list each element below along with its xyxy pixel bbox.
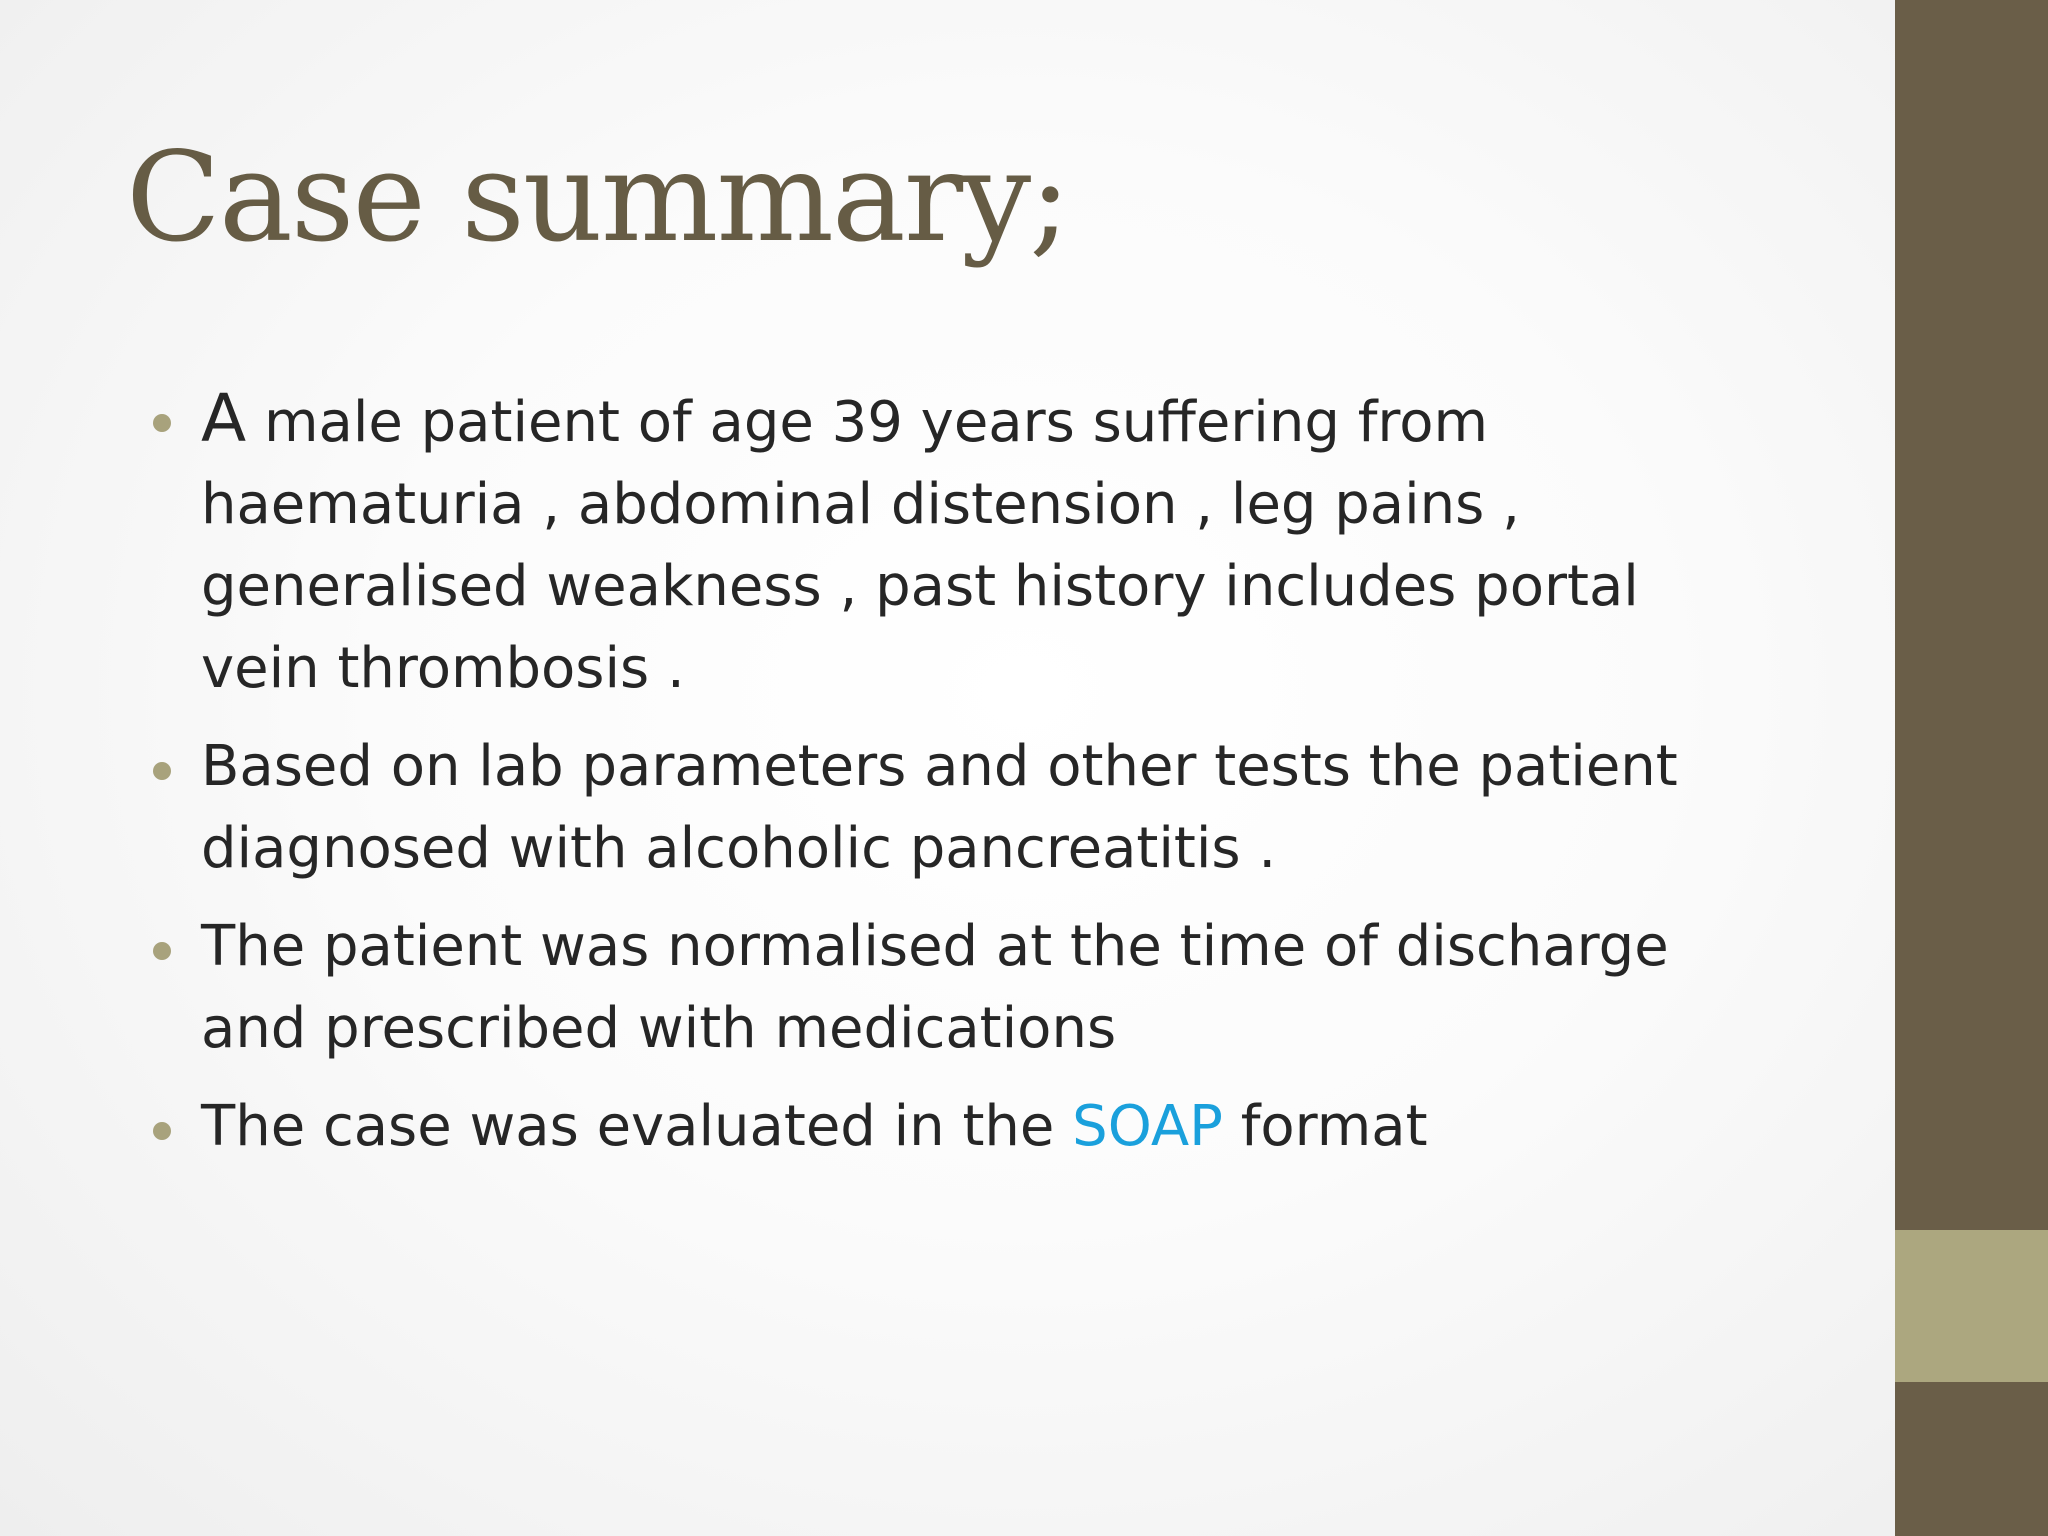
soap-link[interactable]: SOAP bbox=[1072, 1094, 1223, 1159]
bullet-2-text: Based on lab parameters and other tests the patient diagnosed with alcoholic pancreatitis . bbox=[201, 734, 1678, 881]
bullet-item-4 bbox=[145, 1086, 1775, 1168]
bullet-list bbox=[145, 378, 1775, 1184]
sidebar-accent-band bbox=[1895, 1230, 2048, 1382]
bullet-1-first-letter: A bbox=[201, 380, 247, 457]
bullet-3-text: The patient was normalised at the time of discharge and prescribed with medications bbox=[201, 914, 1669, 1061]
bullet-4-text-after: format bbox=[1222, 1094, 1428, 1159]
bullet-dot-icon bbox=[153, 414, 171, 432]
slide-title: Case summary; bbox=[126, 126, 1069, 270]
bullet-1-text: male patient of age 39 years suffering from haematuria , abdominal distension , leg pains , generalised weakness , past history includes portal vein thrombosis . bbox=[201, 390, 1639, 701]
bullet-item-3 bbox=[145, 906, 1775, 1070]
bullet-item-2 bbox=[145, 726, 1775, 890]
bullet-item-1 bbox=[145, 378, 1775, 710]
bullet-dot-icon bbox=[153, 942, 171, 960]
bullet-4-text-before: The case was evaluated in the bbox=[201, 1094, 1073, 1159]
bullet-dot-icon bbox=[153, 762, 171, 780]
bullet-dot-icon bbox=[153, 1122, 171, 1140]
